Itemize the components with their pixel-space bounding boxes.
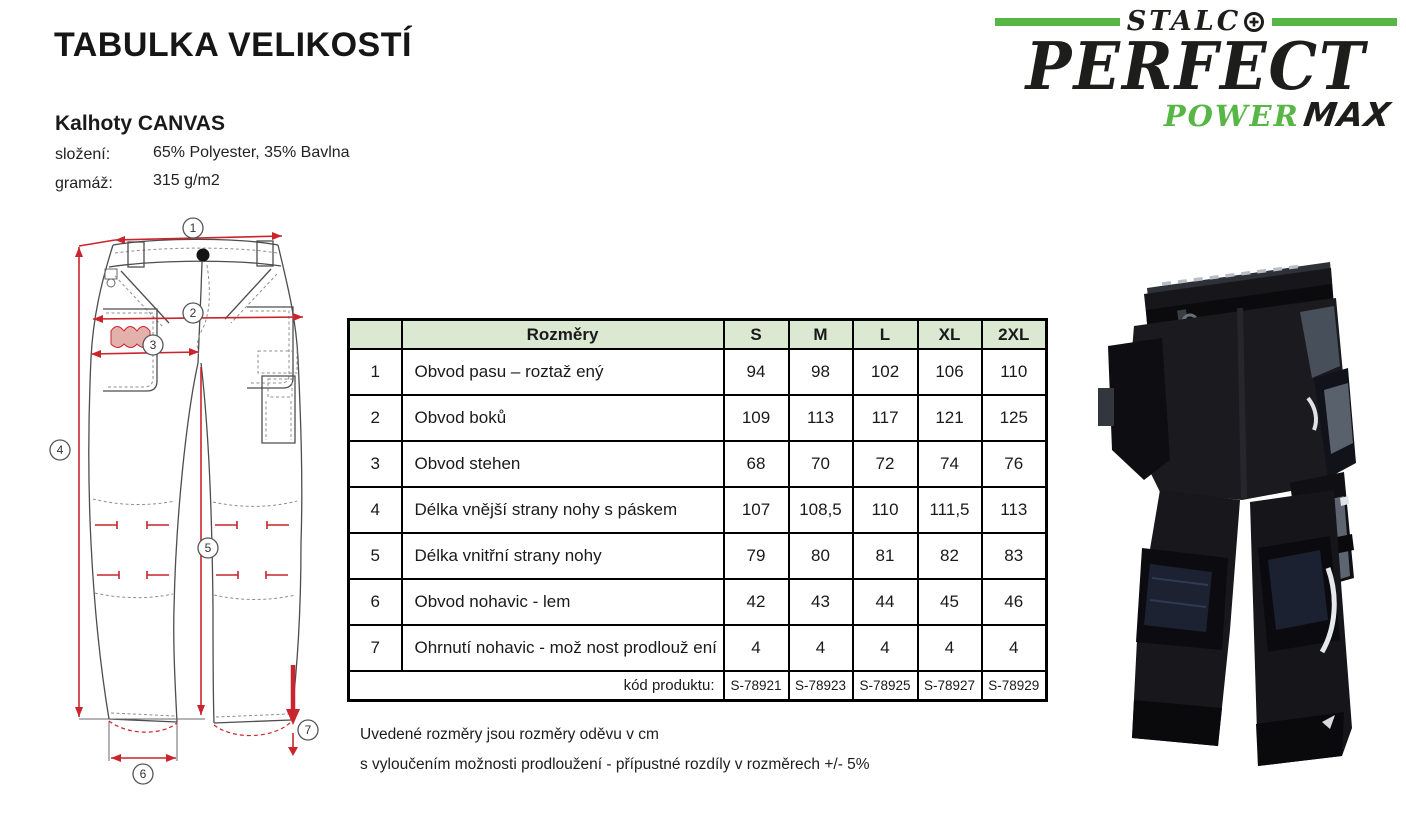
size-value: 110 <box>853 487 918 533</box>
product-code-label: kód produktu: <box>349 671 724 700</box>
size-value: 74 <box>918 441 982 487</box>
logo-bar-left <box>995 18 1120 26</box>
size-value: 83 <box>982 533 1047 579</box>
product-code: S-78927 <box>918 671 982 700</box>
svg-text:3: 3 <box>149 338 157 352</box>
size-value: 72 <box>853 441 918 487</box>
row-label: Obvod nohavic - lem <box>402 579 724 625</box>
table-row <box>349 625 1047 671</box>
size-value: 121 <box>918 395 982 441</box>
logo-bar-right <box>1272 18 1397 26</box>
product-code: S-78923 <box>789 671 853 700</box>
svg-text:4: 4 <box>56 443 64 457</box>
row-number: 6 <box>349 579 402 625</box>
composition-value: 65% Polyester, 35% Bavlna <box>153 144 350 161</box>
svg-text:2: 2 <box>189 306 197 320</box>
table-row <box>349 349 1047 395</box>
composition-label: složení: <box>55 146 111 163</box>
row-label: Obvod pasu – roztaž ený <box>402 349 724 395</box>
weight-label: gramáž: <box>55 175 113 192</box>
table-row <box>349 579 1047 625</box>
size-value: 4 <box>724 625 789 671</box>
size-value: 81 <box>853 533 918 579</box>
size-value: 110 <box>982 349 1047 395</box>
size-table-container <box>347 318 1048 702</box>
size-value: 4 <box>789 625 853 671</box>
table-row <box>349 533 1047 579</box>
size-value: 108,5 <box>789 487 853 533</box>
size-value: 4 <box>853 625 918 671</box>
header-size-2xl: 2XL <box>982 320 1047 350</box>
size-value: 111,5 <box>918 487 982 533</box>
product-code: S-78929 <box>982 671 1047 700</box>
header-dimension-cell: Rozměry <box>402 320 724 350</box>
size-value: 98 <box>789 349 853 395</box>
knee-adjust-marks <box>95 521 289 579</box>
row-number: 5 <box>349 533 402 579</box>
size-value: 46 <box>982 579 1047 625</box>
size-value: 45 <box>918 579 982 625</box>
product-code: S-78921 <box>724 671 789 700</box>
size-value: 4 <box>918 625 982 671</box>
row-label: Ohrnutí nohavic - mož nost prodlouž ení <box>402 625 724 671</box>
product-name: Kalhoty CANVAS <box>55 112 225 135</box>
header-size-l: L <box>853 320 918 350</box>
diagram-marker-7 <box>298 720 318 740</box>
size-value: 44 <box>853 579 918 625</box>
header-size-s: S <box>724 320 789 350</box>
size-value: 79 <box>724 533 789 579</box>
hem-extension-left <box>109 721 177 732</box>
row-label: Délka vnitřní strany nohy <box>402 533 724 579</box>
logo-perfect-text: PERFECT <box>1025 28 1367 106</box>
size-value: 125 <box>982 395 1047 441</box>
header-empty-cell <box>349 320 402 350</box>
size-value: 70 <box>789 441 853 487</box>
size-value: 117 <box>853 395 918 441</box>
size-value: 109 <box>724 395 789 441</box>
brand-logo <box>995 6 1397 134</box>
product-code: S-78925 <box>853 671 918 700</box>
size-value: 106 <box>918 349 982 395</box>
note-line-2: s vyloučením možnosti prodloužení - přípustné rozdíly v rozměrech +/- 5% <box>360 756 870 773</box>
logo-max-text: MAX <box>1301 95 1394 135</box>
row-number: 4 <box>349 487 402 533</box>
table-row <box>349 441 1047 487</box>
weight-value: 315 g/m2 <box>153 172 220 189</box>
size-value: 102 <box>853 349 918 395</box>
diagram-marker-4 <box>50 440 70 460</box>
note-line-1: Uvedené rozměry jsou rozměry oděvu v cm <box>360 726 659 743</box>
size-value: 80 <box>789 533 853 579</box>
svg-text:6: 6 <box>139 767 147 781</box>
logo-power-text: POWER <box>1163 99 1300 134</box>
diagram-marker-3 <box>143 335 163 355</box>
size-value: 4 <box>982 625 1047 671</box>
waist-button <box>197 249 210 262</box>
size-value: 42 <box>724 579 789 625</box>
diagram-marker-2 <box>183 303 203 323</box>
row-number: 2 <box>349 395 402 441</box>
size-table <box>347 318 1048 702</box>
size-value: 113 <box>789 395 853 441</box>
trousers-photo <box>1072 248 1402 808</box>
trousers-measurement-diagram <box>35 213 343 803</box>
size-value: 113 <box>982 487 1047 533</box>
diagram-marker-1 <box>183 218 203 238</box>
size-value: 82 <box>918 533 982 579</box>
row-number: 7 <box>349 625 402 671</box>
size-value: 94 <box>724 349 789 395</box>
svg-text:1: 1 <box>189 221 197 235</box>
size-value: 107 <box>724 487 789 533</box>
page-title: TABULKA VELIKOSTÍ <box>54 26 412 64</box>
size-value: 43 <box>789 579 853 625</box>
row-label: Délka vnější strany nohy s páskem <box>402 487 724 533</box>
size-value: 76 <box>982 441 1047 487</box>
table-row <box>349 487 1047 533</box>
diagram-marker-6 <box>133 764 153 784</box>
row-label: Obvod stehen <box>402 441 724 487</box>
table-header-row <box>349 320 1047 350</box>
logo-stalco-label: STALC <box>1126 6 1242 37</box>
hem-extension-right <box>214 722 291 736</box>
diagram-marker-5 <box>198 538 218 558</box>
svg-text:5: 5 <box>204 541 212 555</box>
row-number: 3 <box>349 441 402 487</box>
product-codes-row <box>349 671 1047 700</box>
row-label: Obvod boků <box>402 395 724 441</box>
table-row <box>349 395 1047 441</box>
header-size-xl: XL <box>918 320 982 350</box>
row-number: 1 <box>349 349 402 395</box>
svg-text:7: 7 <box>304 723 312 737</box>
size-value: 68 <box>724 441 789 487</box>
header-size-m: M <box>789 320 853 350</box>
